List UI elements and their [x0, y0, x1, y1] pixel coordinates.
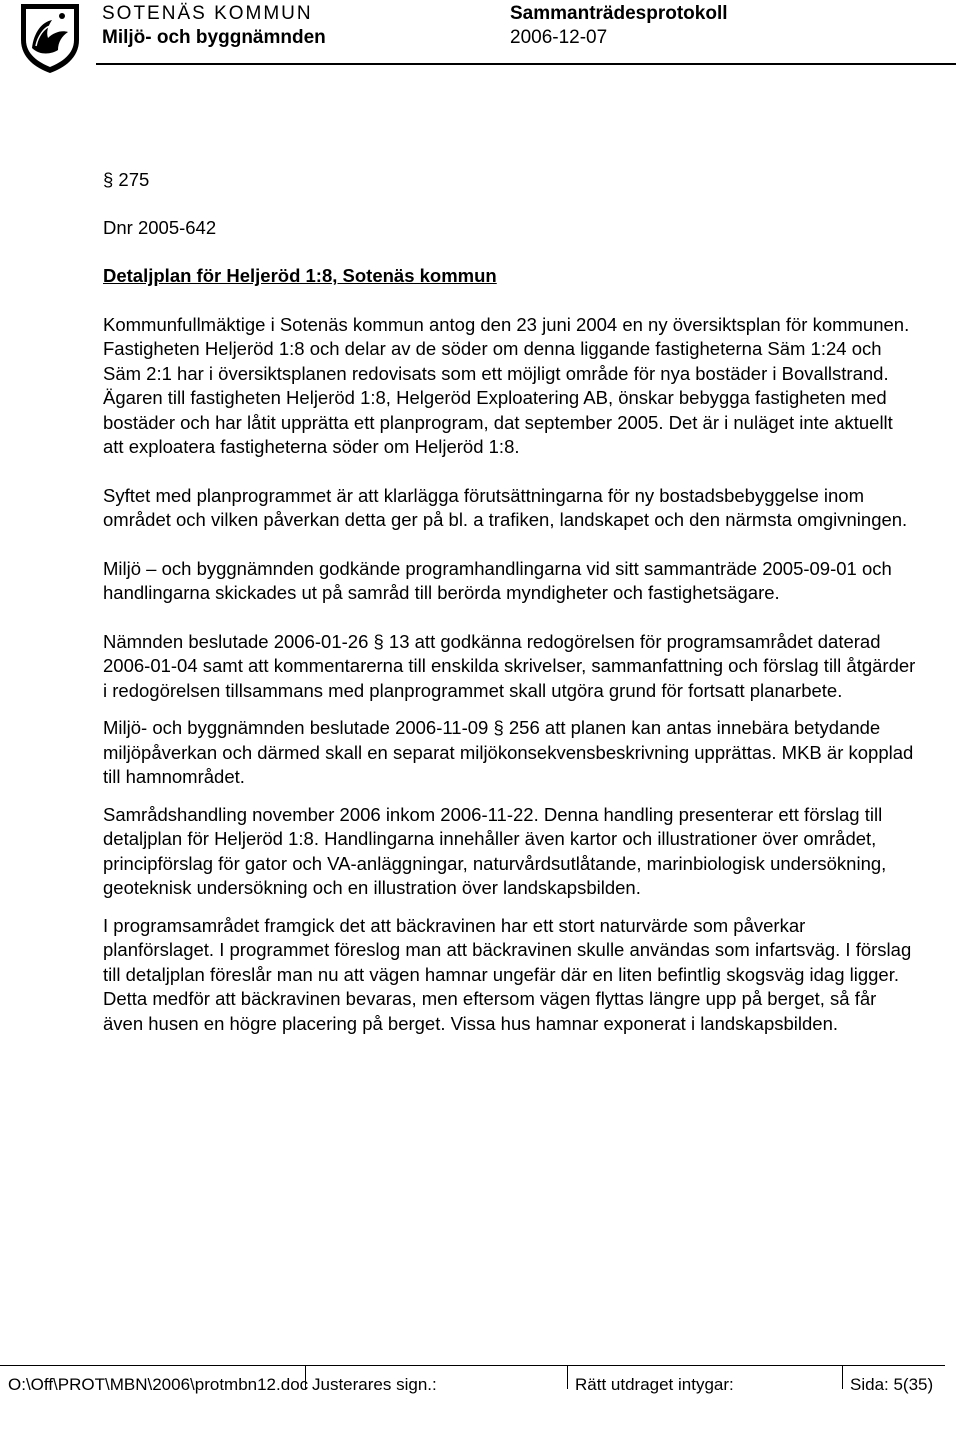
footer-separator	[567, 1365, 568, 1389]
page-footer	[0, 1365, 960, 1433]
body-paragraph: Nämnden beslutade 2006-01-26 § 13 att godkänna redogörelsen för programsamrådet daterad 2006-01-04 samt att kommentarerna till enskilda skrivelser, sammanfattning och förslag till åtgärder i redogörelsen tillsammans med planprogrammet skall utgöra grund för fortsatt planarbete.	[103, 630, 916, 701]
document-body	[103, 168, 918, 1036]
file-path: O:\Off\PROT\MBN\2006\protmbn12.doc	[8, 1375, 309, 1394]
meeting-date: 2006-12-07	[510, 27, 608, 48]
body-paragraph: Kommunfullmäktige i Sotenäs kommun antog den 23 juni 2004 en ny översiktsplan för kommunen. Fastigheten Heljeröd 1:8 och delar av de söder om denna liggande fastigheterna Säm 1:24 och Säm 2:1 har i översiktsplanen redovisats som ett möjligt område för nya bostäder i Bovallstrand. Ägaren till fastigheten Heljeröd 1:8, Helgeröd Exploatering AB, önskar bebygga fastigheten med bostäder och har låtit upprätta ett planprogram, dat september 2005. Det är i nuläget inte aktuellt att exploatera fastigheterna söder om Heljeröd 1:8.	[103, 313, 910, 457]
item-title: Detaljplan för Heljeröd 1:8, Sotenäs kommun	[103, 265, 497, 286]
organization-name: SOTENÄS KOMMUN	[102, 3, 313, 24]
footer-separator	[842, 1365, 843, 1389]
document-type: Sammanträdesprotokoll	[510, 3, 728, 24]
footer-separator	[305, 1365, 306, 1389]
case-number: Dnr 2005-642	[103, 216, 217, 238]
header-divider	[96, 63, 956, 65]
page-number: Sida: 5(35)	[850, 1375, 934, 1394]
page-header	[0, 0, 960, 95]
body-paragraph: Miljö – och byggnämnden godkände programhandlingarna vid sitt sammanträde 2005-09-01 och handlingarna skickades ut på samråd till berörda myndigheter och fastighetsägare.	[103, 557, 892, 603]
body-paragraph: Miljö- och byggnämnden beslutade 2006-11-09 § 256 att planen kan antas innebära betydande miljöpåverkan och därmed skall en separat miljökonsekvensbeskrivning upprättas. MKB är kopplad till hamnområdet.	[103, 717, 914, 787]
paragraph-number: § 275	[103, 169, 150, 190]
adjuster-signature-label: Justerares sign.:	[312, 1375, 437, 1394]
footer-divider	[0, 1365, 945, 1366]
coat-of-arms-icon	[18, 2, 82, 74]
body-paragraph: Samrådshandling november 2006 inkom 2006-11-22. Denna handling presenterar ett förslag till detaljplan för Heljeröd 1:8. Handlingarna innehåller även kartor och illustrationer över området, principförslag för gator och VA-anläggningar, naturvårdsutlåtande, marinbiologisk undersökning, geoteknisk undersökning och en illustration över landskapsbilden.	[103, 803, 887, 898]
certification-label: Rätt utdraget intygar:	[575, 1375, 734, 1394]
body-paragraph: I programsamrådet framgick det att bäckravinen har ett stort naturvärde som påverkar planförslaget. I programmet föreslog man att bäckravinen skulle användas som infartsväg. I förslag till detaljplan föreslår man nu att vägen hamnar ungefär där en liten befintlig skogsväg idag ligger. Detta medför att bäckravinen bevaras, men eftersom vägen flyttas längre upp på berget, så får även husen en högre placering på berget. Vissa hus hamnar exponerat i landskapsbilden.	[103, 914, 912, 1034]
body-paragraph: Syftet med planprogrammet är att klarlägga förutsättningarna för ny bostadsbebyggelse inom området och vilken påverkan detta ger på bl. a trafiken, landskapet och den närmsta omgivningen.	[103, 484, 908, 530]
board-name: Miljö- och byggnämnden	[102, 27, 326, 48]
